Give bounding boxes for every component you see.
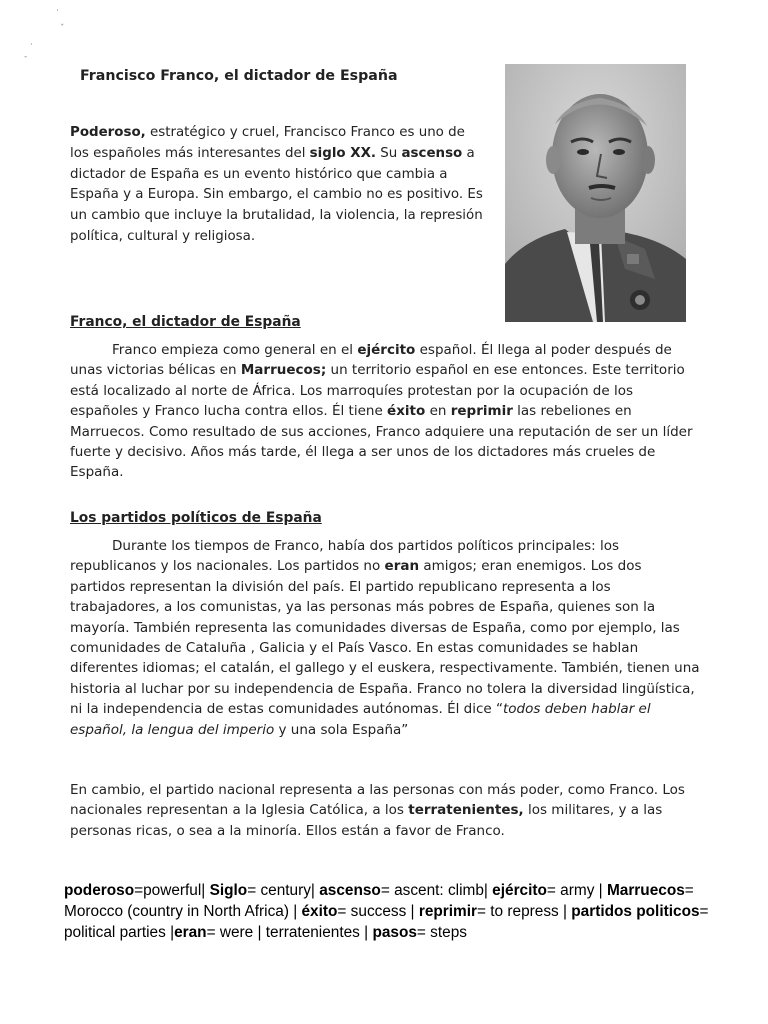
intro-paragraph bbox=[70, 123, 485, 248]
portrait-photo bbox=[505, 64, 686, 322]
glossary-term: ascenso bbox=[319, 882, 381, 899]
glossary-definition: = Morocco (country in North Africa) | bbox=[64, 882, 694, 920]
glossary-definition: = century| bbox=[247, 882, 320, 899]
scan-speck: · bbox=[30, 40, 33, 50]
vocab-word: ascenso bbox=[401, 145, 463, 161]
glossary-term: éxito bbox=[301, 903, 338, 920]
body-text: los militares, y a las personas ricas, o sea a la minoría. Ellos están a favor de Franco. bbox=[70, 802, 663, 839]
glossary-definition: =powerful| bbox=[134, 882, 210, 899]
glossary-term: Siglo bbox=[209, 882, 248, 899]
quote-text: todos deben hablar el español, la lengua del imperio bbox=[70, 701, 651, 738]
body-text: y una sola España” bbox=[274, 721, 409, 738]
vocab-word: terratenientes, bbox=[408, 802, 524, 819]
vocab-word: siglo XX. bbox=[309, 145, 377, 161]
glossary-definition: = to repress | bbox=[477, 903, 572, 920]
vocab-word: eran bbox=[384, 558, 420, 575]
glossary-definition: = success | bbox=[337, 903, 419, 920]
section-paragraph-nacional bbox=[70, 780, 700, 841]
intro-text: Su bbox=[376, 145, 402, 161]
vocab-word: éxito bbox=[387, 403, 426, 420]
page-title: Francisco Franco, el dictador de España bbox=[80, 68, 398, 84]
portrait-illustration bbox=[505, 64, 686, 322]
glossary-definition: = army | bbox=[546, 882, 607, 899]
body-text: Franco empieza como general en el bbox=[112, 342, 358, 358]
glossary-term: partidos politicos bbox=[571, 903, 700, 920]
body-text: En cambio, el partido nacional representa a las personas con más poder, como Franco. Los nacionales representan a la Iglesia Católica, a los bbox=[70, 782, 685, 819]
glossary-term: pasos bbox=[372, 924, 417, 941]
section-paragraph-franco bbox=[70, 340, 700, 483]
glossary-definition: = steps bbox=[416, 924, 467, 941]
intro-text: estratégico y cruel, Francisco Franco es uno de los españoles más interesantes del bbox=[70, 125, 465, 161]
body-text: en bbox=[425, 403, 451, 420]
body-text: un territorio español en ese entonces. Este territorio está localizado al norte de África. Los marroquíes protestan por la ocupación de los españoles y Franco lucha contra ellos. Él tiene bbox=[70, 362, 685, 420]
vocab-word: Poderoso, bbox=[70, 125, 146, 140]
scan-speck: - bbox=[24, 52, 28, 62]
glossary bbox=[64, 880, 724, 943]
vocab-word: reprimir bbox=[450, 403, 513, 420]
glossary-definition: = were | terratenientes | bbox=[206, 924, 373, 941]
glossary-term: ejército bbox=[492, 882, 547, 899]
body-text: amigos; eran enemigos. Los dos partidos representan la división del país. El partido republicano representa a los trabajadores, a los comunistas, ya las personas más pobres de España, quienes son la mayoría. También representa las comunidades diversas de España, como por ejemplo, las comunidades de Cataluña , Galicia y el País Vasco. En estas comunidades se hablan diferentes idiomas; el catalán, el gallego y el euskera, respectivamente. También, tienen una historia al luchar por su independencia de España. Franco no tolera la diversidad lingüística, ni la independencia de estas comunidades autónomas. Él dice “ bbox=[70, 558, 700, 718]
glossary-term: poderoso bbox=[64, 882, 135, 899]
intro-text: a dictador de España es un evento histórico que cambia a España y a Europa. Sin embargo, el cambio no es positivo. Es un cambio que incluye la brutalidad, la violencia, la represión política, cultural y religiosa. bbox=[70, 145, 483, 244]
section-paragraph-partidos bbox=[70, 536, 700, 740]
vocab-word: Marruecos; bbox=[240, 362, 327, 379]
glossary-definition: = ascent: climb| bbox=[380, 882, 493, 899]
section-heading-partidos: Los partidos políticos de España bbox=[70, 510, 322, 526]
body-text: español. Él llega al poder después de unas victorias bélicas en bbox=[70, 342, 672, 379]
glossary-term: reprimir bbox=[418, 903, 478, 920]
section-heading-franco: Franco, el dictador de España bbox=[70, 314, 301, 330]
scan-speck: · bbox=[56, 6, 59, 16]
body-text: Durante los tiempos de Franco, había dos partidos políticos principales: los republicanos y los nacionales. Los partidos no bbox=[70, 538, 620, 575]
glossary-definition: = political parties | bbox=[64, 903, 709, 941]
glossary-term: eran bbox=[174, 924, 207, 941]
body-text: las rebeliones en Marruecos. Como resultado de sus acciones, Franco adquiere una reputación de ser un líder fuerte y decisivo. Años más tarde, él llega a ser unos de los dictadores más crueles de España. bbox=[70, 403, 693, 481]
glossary-term: Marruecos bbox=[606, 882, 685, 899]
scan-speck: ˇ bbox=[60, 24, 65, 34]
vocab-word: ejército bbox=[357, 342, 416, 358]
